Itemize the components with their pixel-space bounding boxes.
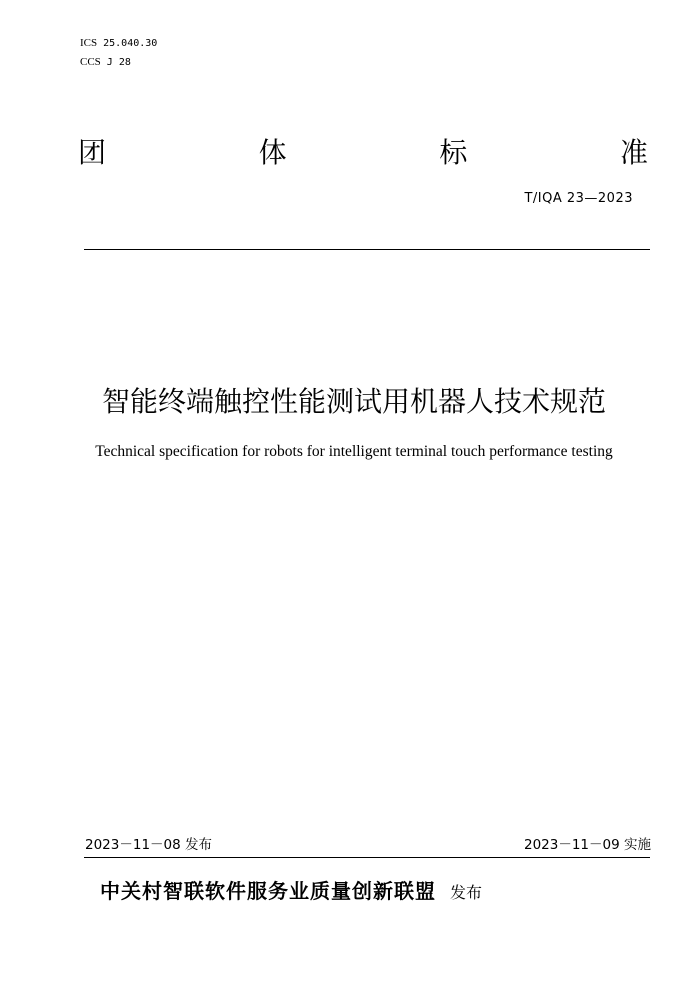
implementation-date: 2023－11－09 实施 — [523, 837, 651, 853]
ccs-line — [80, 53, 157, 72]
top-divider — [84, 249, 650, 250]
ccs-label: CCS — [80, 56, 101, 68]
title-char: 团 — [78, 136, 107, 169]
title-char: 标 — [439, 136, 468, 169]
bottom-divider — [84, 857, 650, 858]
ccs-value: J 28 — [106, 57, 131, 68]
title-char: 准 — [619, 136, 648, 169]
ics-value: 25.040.30 — [103, 38, 158, 49]
title-char: 体 — [258, 136, 287, 169]
document-title-en: Technical specification for robots for intelligent terminal touch performance testing — [95, 443, 613, 460]
ics-line — [80, 34, 157, 53]
publisher-suffix: 发布 — [450, 883, 483, 902]
ics-label: ICS — [80, 37, 98, 49]
document-title-zh: 智能终端触控性能测试用机器人技术规范 — [101, 385, 606, 418]
publisher-name: 中关村智联软件服务业质量创新联盟 — [100, 879, 436, 903]
standard-type-title — [78, 136, 648, 170]
publisher — [100, 876, 482, 908]
issue-date: 2023－11－08 发布 — [85, 837, 213, 853]
classification-block — [80, 34, 157, 72]
standard-number: T/IQA 23—2023 — [524, 191, 633, 206]
